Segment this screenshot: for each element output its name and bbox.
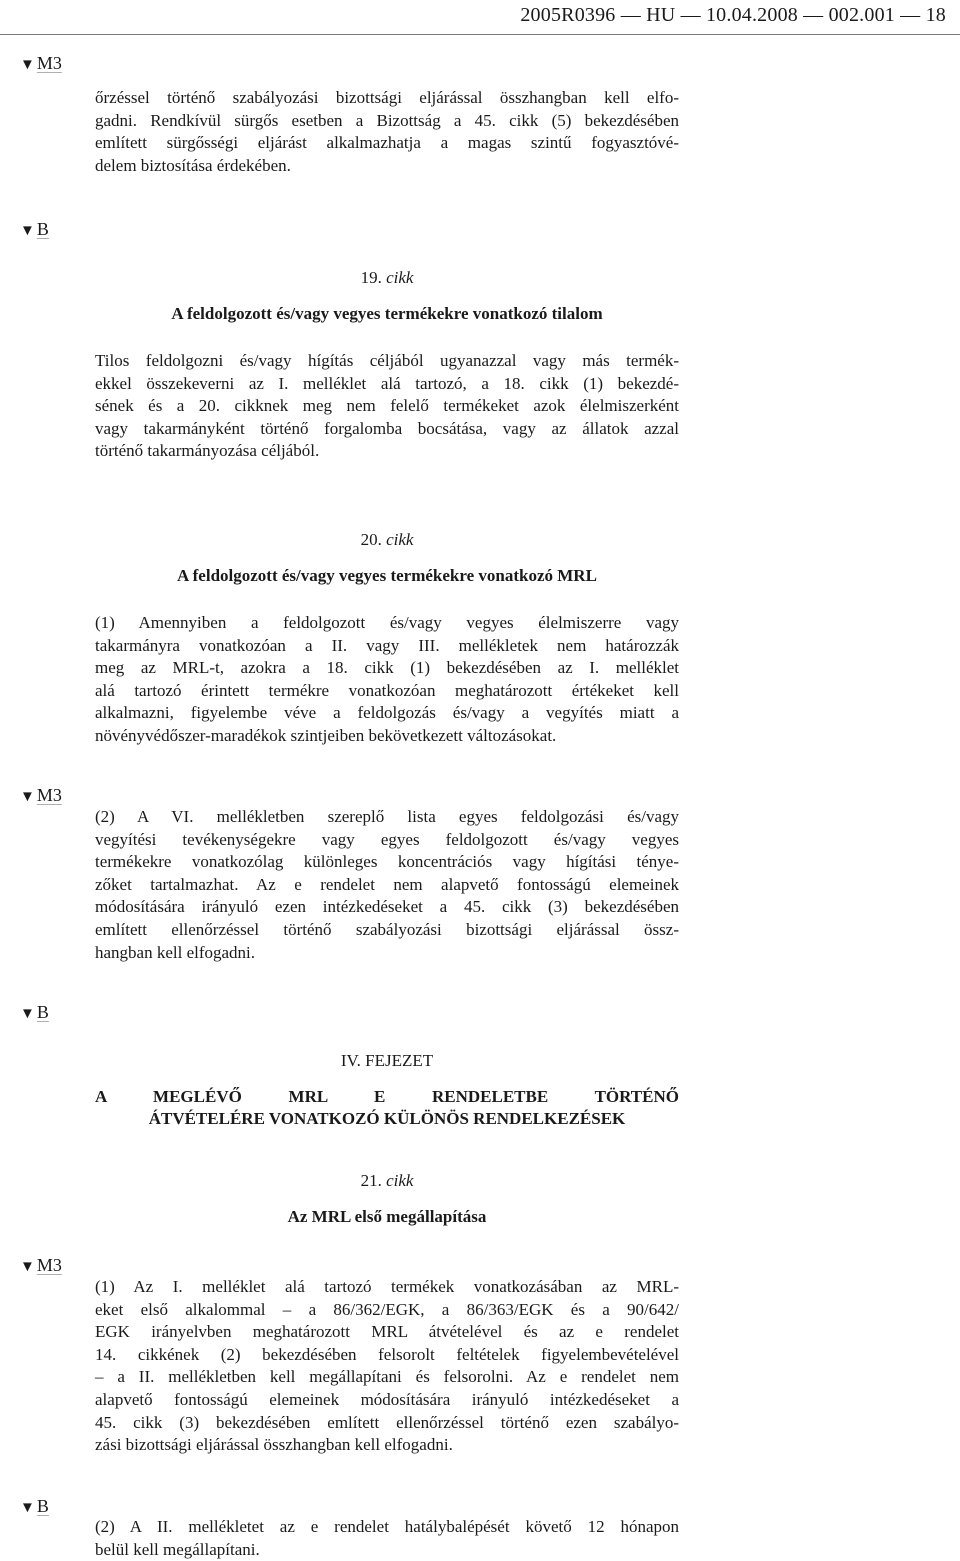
triangle-down-icon: ▼ — [20, 223, 35, 239]
text-line: módosítására irányuló ezen intézkedéseket a 45. cikk (3) bekezdésében — [95, 897, 679, 917]
marker-code: B — [36, 1002, 49, 1022]
text-line: őrzéssel történő szabályozási bizottsági eljárással összhangban kell elfo- — [95, 88, 679, 107]
text-line: eket első alkalommal – a 86/362/EGK, a 86/363/EGK és a 90/642/ — [95, 1299, 679, 1319]
amendment-marker-b[interactable] — [20, 1495, 49, 1519]
chapter-title-line: ÁTVÉTELÉRE VONATKOZÓ KÜLÖNÖS RENDELKEZÉSEK — [148, 1109, 626, 1128]
text-line: alá tartozó érintett termékre vonatkozóan meghatározott értékeket kell — [95, 680, 679, 700]
marker-code: M3 — [36, 785, 62, 805]
text-line: történő takarmányozása céljából. — [95, 441, 320, 461]
article-21-title: Az MRL első megállapítása — [287, 1207, 487, 1226]
text-line: (1) Amennyiben a feldolgozott és/vagy vegyes élelmiszerre vagy — [95, 613, 679, 632]
amendment-marker-m3[interactable] — [20, 52, 62, 76]
triangle-down-icon: ▼ — [20, 789, 35, 805]
article-20-title: A feldolgozott és/vagy vegyes termékekre vonatkozó MRL — [177, 566, 597, 585]
text-line: – a II. mellékletben kell megállapítani és felsorolni. Az e rendelet nem — [95, 1367, 679, 1387]
header-rule — [0, 34, 960, 35]
text-line: 14. cikkének (2) bekezdésében felsorolt feltételek figyelembevételével — [95, 1344, 679, 1364]
text-line: belül kell megállapítani. — [95, 1539, 260, 1559]
text-line: (2) A II. mellékletet az e rendelet hatálybalépését követő 12 hónapon — [95, 1517, 679, 1536]
text-line: növényvédőszer-maradékok szintjeiben bekövetkezett változásokat. — [95, 725, 557, 745]
article-number: 20. — [360, 530, 382, 549]
chapter-number: IV. FEJEZET — [340, 1051, 434, 1070]
article-word: cikk — [386, 1171, 414, 1190]
triangle-down-icon: ▼ — [20, 1500, 35, 1516]
article-number: 21. — [360, 1171, 382, 1190]
amendment-marker-m3[interactable] — [20, 784, 62, 808]
text-line: 45. cikk (3) bekezdésében említett ellenőrzéssel történő ezen szabályo- — [95, 1412, 679, 1432]
text-line: zőket tartalmazhat. Az e rendelet nem alapvető fontosságú elemeinek — [95, 874, 679, 894]
marker-code: M3 — [36, 1255, 62, 1275]
text-line: meg az MRL-t, azokra a 18. cikk (1) bekezdésében az I. melléklet — [95, 658, 679, 678]
text-line: gadni. Rendkívül sürgős esetben a Bizottság a 45. cikk (5) bekezdésében — [95, 110, 679, 130]
text-line: termékekre vonatkozólag különleges koncentrációs vagy hígítási ténye- — [95, 852, 679, 872]
article-19-body — [95, 350, 679, 463]
text-line: ekkel összekeverni az I. melléklet alá tartozó, a 18. cikk (1) bekezdé- — [95, 373, 679, 393]
marker-code: B — [36, 1496, 49, 1516]
text-line: említett ellenőrzéssel történő szabályozási bizottsági eljárással össz- — [95, 919, 679, 939]
article-20-number — [95, 529, 679, 551]
text-line: sének és a 20. cikknek meg nem felelő termékeket azok élelmiszerként — [95, 396, 679, 416]
triangle-down-icon: ▼ — [20, 1259, 35, 1275]
chapter-title — [95, 1086, 679, 1130]
text-line: (1) Az I. melléklet alá tartozó termékek vonatkozásában az MRL- — [95, 1277, 679, 1296]
text-line: takarmányra vonatkozóan a II. vagy III. mellékletek nem határozzák — [95, 635, 679, 655]
intro-paragraph — [95, 87, 679, 177]
article-number: 19. — [360, 268, 382, 287]
triangle-down-icon: ▼ — [20, 57, 35, 73]
text-line: (2) A VI. mellékletben szereplő lista egyes feldolgozási és/vagy — [95, 807, 679, 826]
amendment-marker-m3[interactable] — [20, 1254, 62, 1278]
running-header: 2005R0396 — HU — 10.04.2008 — 002.001 — 18 — [520, 4, 946, 26]
article-20-paragraph-2 — [95, 806, 679, 964]
article-21-paragraph-1 — [95, 1276, 679, 1457]
text-line: vegyítési tevékenységekre vagy egyes feldolgozott és/vagy vegyes — [95, 829, 679, 849]
text-line: EGK irányelvben meghatározott MRL átvételével és az e rendelet — [95, 1322, 679, 1342]
amendment-marker-b[interactable] — [20, 1001, 49, 1025]
article-21-paragraph-2 — [95, 1516, 679, 1561]
text-line: hangban kell elfogadni. — [95, 942, 256, 962]
triangle-down-icon: ▼ — [20, 1006, 35, 1022]
chapter-title-line: A MEGLÉVŐ MRL E RENDELETBE TÖRTÉNŐ — [95, 1087, 679, 1106]
text-line: alapvető fontosságú elemeinek módosítására irányuló intézkedéseket a — [95, 1389, 679, 1409]
marker-code: B — [36, 219, 49, 239]
text-line: Tilos feldolgozni és/vagy hígítás céljából ugyanazzal vagy más termék- — [95, 351, 679, 370]
text-line: vagy takarmányként történő forgalomba bocsátása, vagy az állatok azzal — [95, 418, 679, 438]
article-19-title: A feldolgozott és/vagy vegyes termékekre vonatkozó tilalom — [171, 304, 603, 323]
article-20-paragraph-1 — [95, 612, 679, 748]
text-line: említett sürgősségi eljárást alkalmazhatja a magas szintű fogyasztóvé- — [95, 133, 679, 153]
amendment-marker-b[interactable] — [20, 218, 49, 242]
text-line: zási bizottsági eljárással összhangban kell elfogadni. — [95, 1435, 453, 1455]
article-word: cikk — [386, 530, 414, 549]
marker-code: M3 — [36, 53, 62, 73]
article-word: cikk — [386, 268, 414, 287]
text-line: alkalmazni, figyelembe véve a feldolgozás és/vagy a vegyítés miatt a — [95, 703, 679, 723]
text-line: delem biztosítása érdekében. — [95, 155, 291, 175]
article-21-number — [95, 1170, 679, 1192]
article-19-number — [95, 267, 679, 289]
